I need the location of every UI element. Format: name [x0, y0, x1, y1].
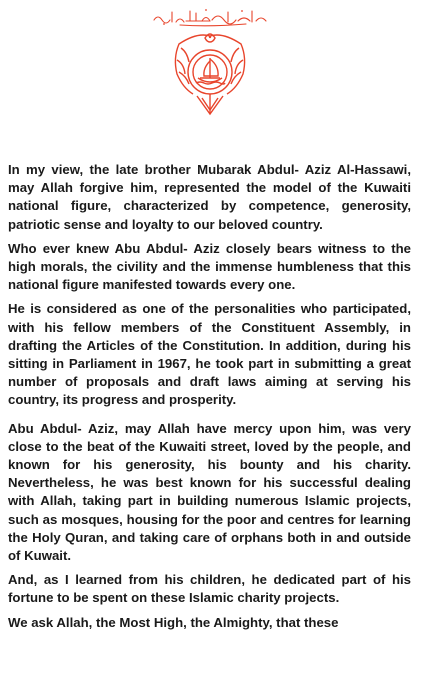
paragraph-6: We ask Allah, the Most High, the Almighty, that these	[8, 614, 339, 630]
kuwait-emblem-icon	[167, 28, 253, 120]
letter-body	[8, 161, 411, 638]
paragraph-4: Abu Abdul- Aziz, may Allah have mercy upon him, was very close to the beat of the Kuwaiti street, loved by the people, and known for his generosity, his bounty and his charity. Nevertheless, he was best known for his successful dealing with Allah, taking part in building numerous Islamic projects, such as mosques, housing for the poor and centres for learning the Holy Quran, and taking care of orphans both in and outside of Kuwait.	[8, 420, 411, 564]
paragraph-3: He is considered as one of the personalities who participated, with his fellow members of the Constituent Assembly, in drafting the Articles of the Constitution. In addition, during his sitting in Parliament in 1967, he took part in submitting a great number of proposals and draft laws aiming at serving his country, its progress and prosperity.	[8, 301, 411, 408]
paragraph-5: And, as I learned from his children, he dedicated part of his fortune to be spent on these Islamic charity projects.	[8, 572, 411, 606]
page-header	[0, 0, 422, 130]
paragraph-1: In my view, the late brother Mubarak Abdul- Aziz Al-Hassawi, may Allah forgive him, represented the model of the Kuwaiti national figure, characterized by competence, generosity, patriotic sense and loyalty to our beloved country.	[8, 162, 411, 232]
basmala-calligraphy-icon	[150, 6, 270, 28]
paragraph-2: Who ever knew Abu Abdul- Aziz closely bears witness to the high morals, the civility and the immense humbleness that this national figure manifested towards every one.	[8, 240, 411, 293]
